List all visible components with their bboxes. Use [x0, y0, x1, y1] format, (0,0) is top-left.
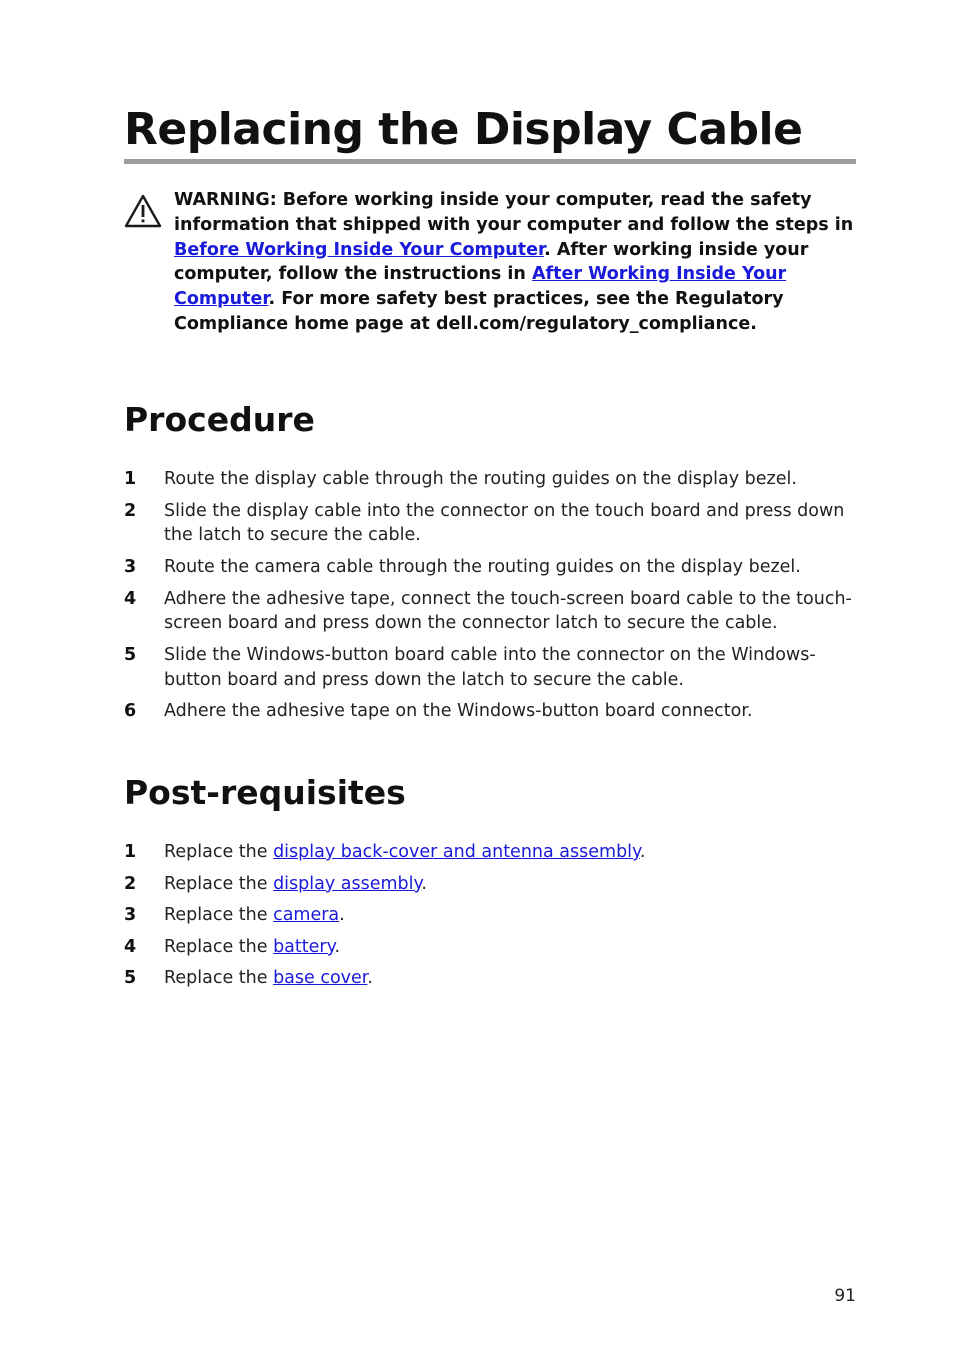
page-number: 91: [834, 1286, 856, 1306]
procedure-step: [124, 467, 856, 492]
procedure-step: [124, 643, 856, 693]
step-text: Slide the display cable into the connector on the touch board and press down the latch to secure the cable.: [164, 500, 845, 546]
step-number: 2: [124, 500, 137, 521]
battery-link[interactable]: battery: [273, 936, 335, 957]
step-text: Slide the Windows-button board cable into the connector on the Windows-button board and press down the latch to secure the cable.: [164, 644, 816, 690]
post-requisite-step: [124, 966, 856, 991]
step-number: 5: [124, 968, 137, 989]
after-working-link[interactable]: After Working Inside Your Computer: [174, 264, 787, 310]
step-suffix: .: [339, 905, 345, 926]
step-text: Route the camera cable through the routing guides on the display bezel.: [164, 556, 801, 577]
camera-link[interactable]: camera: [273, 905, 340, 926]
title-underline-rule: [124, 159, 856, 164]
before-working-link[interactable]: Before Working Inside Your Computer: [174, 239, 545, 260]
procedure-heading: Procedure: [124, 400, 315, 439]
step-suffix: .: [421, 873, 427, 894]
step-number: 4: [124, 936, 137, 957]
step-suffix: .: [334, 936, 341, 957]
procedure-step: [124, 499, 856, 549]
step-prefix: Replace the: [164, 905, 274, 926]
step-number: 4: [124, 588, 137, 609]
step-number: 2: [124, 873, 137, 894]
step-text: Route the display cable through the routing guides on the display bezel.: [164, 469, 797, 489]
procedure-steps: [124, 467, 856, 731]
post-requisites-steps: [124, 840, 856, 998]
warning-text-part: . After working inside your computer, follow the instructions in: [174, 239, 809, 285]
step-prefix: Replace the: [164, 968, 274, 989]
post-requisites-heading: Post-requisites: [124, 773, 406, 812]
step-text: [164, 872, 856, 897]
step-prefix: Replace the: [164, 842, 274, 862]
step-number: 3: [124, 905, 137, 926]
base-cover-link[interactable]: base cover: [273, 968, 368, 989]
warning-text: [174, 188, 856, 337]
step-text: [164, 935, 856, 960]
step-number: 6: [124, 701, 137, 722]
step-number: 1: [124, 469, 137, 489]
page-title: Replacing the Display Cable: [124, 104, 803, 155]
post-requisite-step: [124, 903, 856, 928]
warning-text-part: WARNING: Before working inside your computer, read the safety information that shipped with your computer and follow the steps in: [174, 190, 854, 235]
step-number: 5: [124, 644, 137, 665]
post-requisite-step: [124, 935, 856, 960]
step-suffix: .: [367, 968, 373, 989]
procedure-step: [124, 555, 856, 580]
step-prefix: Replace the: [164, 936, 274, 957]
step-number: 3: [124, 556, 137, 577]
warning-triangle-icon: [124, 194, 162, 228]
display-assembly-link[interactable]: display assembly: [273, 873, 422, 894]
step-text: [164, 840, 856, 865]
display-back-cover-link[interactable]: display back-cover and antenna assembly: [273, 842, 640, 862]
step-text: [164, 966, 856, 991]
warning-text-part: . For more safety best practices, see the Regulatory Compliance home page at dell.com/regulatory_compliance.: [174, 289, 784, 334]
step-suffix: .: [639, 842, 646, 862]
step-text: Adhere the adhesive tape on the Windows-button board connector.: [164, 701, 753, 722]
step-text: [164, 903, 856, 928]
step-text: Adhere the adhesive tape, connect the touch-screen board cable to the touch-screen board and press down the connector latch to secure the cable.: [164, 588, 852, 634]
procedure-step: [124, 699, 856, 724]
step-prefix: Replace the: [164, 873, 274, 894]
step-number: 1: [124, 842, 137, 862]
post-requisite-step: [124, 872, 856, 897]
post-requisite-step: [124, 840, 856, 865]
procedure-step: [124, 587, 856, 637]
